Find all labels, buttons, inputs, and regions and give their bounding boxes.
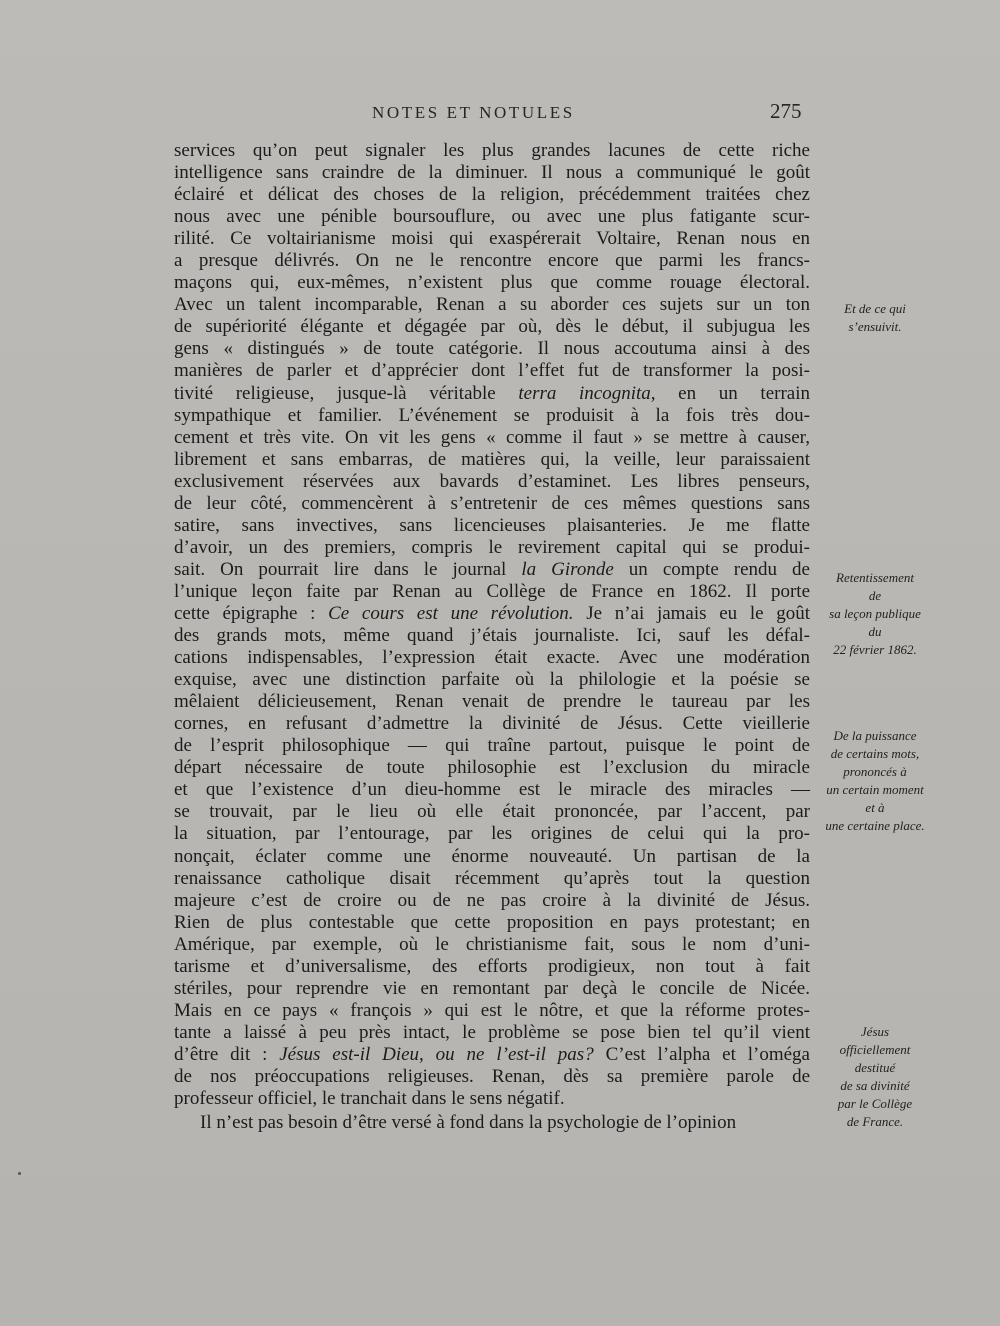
text-line bbox=[174, 515, 810, 537]
text-line bbox=[174, 691, 810, 713]
text-segment: cette épigraphe : bbox=[174, 602, 329, 624]
text-segment: tivité religieuse, jusque-là véritable bbox=[174, 382, 519, 404]
text-segment: rilité. Ce voltairianisme moisi qui exaspérerait Voltaire, Renan nous en bbox=[174, 228, 810, 250]
text-segment: Il n’est pas besoin d’être versé à fond dans la psychologie de l’opinion bbox=[200, 1112, 737, 1134]
text-line bbox=[174, 1022, 810, 1044]
text-line bbox=[174, 360, 810, 382]
text-segment: tarisme et d’universalisme, des efforts prodigieux, non tout à fait bbox=[174, 955, 810, 977]
text-segment: manières de parler et d’apprécier dont l’effet fut de transformer la posi- bbox=[174, 360, 810, 382]
text-segment: nonçait, éclater comme une énorme nouveauté. Un partisan de la bbox=[174, 845, 810, 867]
italic-segment: terra incognita, bbox=[518, 382, 656, 404]
text-segment: et que l’existence d’un dieu-homme est le miracle des miracles — bbox=[174, 779, 810, 801]
text-segment: cations indispensables, l’expression était exacte. Avec une modération bbox=[174, 647, 810, 669]
text-segment: sympathique et familier. L’événement se produisit à la fois très dou- bbox=[174, 404, 810, 426]
text-line bbox=[174, 581, 810, 603]
text-segment: en un terrain bbox=[655, 382, 810, 404]
paper-speck bbox=[18, 1172, 21, 1175]
text-segment: professeur officiel, le tranchait dans le sens négatif. bbox=[174, 1088, 565, 1110]
text-line bbox=[174, 846, 810, 868]
text-segment: Rien de plus contestable que cette proposition en pays protestant; en bbox=[174, 911, 810, 933]
text-line bbox=[174, 890, 810, 912]
text-segment: cement et très vite. On vit les gens « comme il faut » se mettre à causer, bbox=[174, 426, 810, 448]
text-line bbox=[174, 184, 810, 206]
text-segment: d’avoir, un des premiers, compris le revirement capital qui se produi- bbox=[174, 536, 810, 558]
text-line bbox=[174, 206, 810, 228]
text-segment: la situation, par l’entourage, par les origines de celui qui la pro- bbox=[174, 823, 810, 845]
text-segment: gens « distingués » de toute catégorie. Il nous accoutuma ainsi à des bbox=[174, 338, 810, 360]
margin-note-line: 22 février 1862. bbox=[833, 642, 917, 657]
text-line bbox=[174, 162, 810, 184]
text-segment: départ nécessaire de toute philosophie est l’exclusion du miracle bbox=[174, 757, 810, 779]
running-head: NOTES ET NOTULES bbox=[372, 103, 575, 122]
text-segment: satire, sans invectives, sans licencieuses plaisanteries. Je me flatte bbox=[174, 514, 810, 536]
margin-note-line: et à bbox=[865, 800, 885, 815]
text-line bbox=[174, 228, 810, 250]
italic-segment: la Gironde bbox=[521, 558, 614, 580]
text-segment: mêlaient délicieusement, Renan venait de prendre le taureau par les bbox=[174, 691, 810, 713]
text-segment: de supériorité élégante et dégagée par où, dès le début, il subjugua les bbox=[174, 316, 810, 338]
text-segment: d’être dit : bbox=[174, 1043, 280, 1065]
text-segment: services qu’on peut signaler les plus grandes lacunes de cette riche bbox=[174, 140, 810, 161]
margin-note-line: sa leçon publique bbox=[829, 606, 921, 621]
margin-note-line: du bbox=[868, 624, 882, 639]
text-line bbox=[174, 823, 810, 845]
text-segment: tante a laissé à peu près intact, le problème se pose bien tel qu’il vient bbox=[174, 1021, 810, 1043]
text-line bbox=[174, 757, 810, 779]
text-segment: Avec un talent incomparable, Renan a su aborder ces sujets sur un ton bbox=[174, 294, 810, 316]
text-segment: maçons qui, eux-mêmes, n’existent plus que comme rouage électoral. bbox=[174, 272, 810, 294]
page-number: 275 bbox=[770, 99, 802, 123]
text-line bbox=[174, 934, 810, 956]
text-segment: éclairé et délicat des choses de la religion, précédemment traitées chez bbox=[174, 184, 810, 206]
italic-segment: Ce cours est une révolution. bbox=[328, 602, 574, 624]
text-line bbox=[174, 713, 810, 735]
text-line bbox=[174, 338, 810, 360]
text-line bbox=[174, 801, 810, 823]
text-segment: sait. On pourrait lire dans le journal bbox=[174, 558, 522, 580]
text-segment: renaissance catholique disait récemment qu’après tout la question bbox=[174, 867, 810, 889]
margin-note bbox=[812, 300, 938, 336]
margin-note-line: de certains mots, bbox=[830, 746, 920, 761]
text-line bbox=[174, 1112, 810, 1134]
text-segment: Mais en ce pays « françois » qui est le nôtre, et que la réforme protes- bbox=[174, 999, 810, 1021]
text-segment: l’unique leçon faite par Renan au Collège de France en 1862. Il porte bbox=[174, 580, 810, 602]
text-segment: C’est l’alpha et l’oméga bbox=[593, 1043, 810, 1065]
margin-note-line: de bbox=[868, 588, 882, 603]
text-segment: stériles, pour reprendre vie en remontant par deçà le concile de Nicée. bbox=[174, 977, 810, 999]
margin-note-line: de sa divinité bbox=[840, 1078, 910, 1093]
text-line bbox=[174, 978, 810, 1000]
text-line bbox=[174, 405, 810, 427]
text-line bbox=[174, 537, 810, 559]
text-segment: de l’esprit philosophique — qui traîne partout, puisque le point de bbox=[174, 735, 810, 757]
text-segment: majeure c’est de croire ou de ne pas croire à la divinité de Jésus. bbox=[174, 889, 810, 911]
text-line bbox=[174, 316, 810, 338]
margin-note-line: s’ensuivit. bbox=[848, 319, 902, 334]
text-segment: de nos préoccupations religieuses. Renan, dès sa première parole de bbox=[174, 1065, 810, 1087]
text-segment: librement et sans embarras, de matières qui, la veille, leur paraissaient bbox=[174, 448, 810, 470]
body-text bbox=[174, 140, 810, 1134]
text-line bbox=[174, 735, 810, 757]
text-line bbox=[174, 868, 810, 890]
margin-note-line: prononcés à bbox=[843, 764, 907, 779]
text-line bbox=[174, 647, 810, 669]
text-line bbox=[174, 250, 810, 272]
text-line bbox=[174, 471, 810, 493]
text-line bbox=[174, 912, 810, 934]
margin-note-line: Jésus bbox=[860, 1024, 890, 1039]
text-line bbox=[174, 779, 810, 801]
text-line bbox=[174, 625, 810, 647]
text-line bbox=[174, 1066, 810, 1088]
margin-note-line: Et de ce qui bbox=[844, 301, 906, 316]
text-segment: Je n’ai jamais eu le goût bbox=[573, 602, 810, 624]
text-segment: exclusivement réservées aux bavards d’estaminet. Les libres penseurs, bbox=[174, 470, 810, 492]
margin-note-line: officiellement bbox=[839, 1042, 911, 1057]
text-segment: des grands mots, même quand j’étais journaliste. Ici, sauf les défal- bbox=[174, 625, 810, 647]
text-line bbox=[174, 140, 810, 162]
margin-note bbox=[812, 569, 938, 659]
text-segment: a presque délivrés. On ne le rencontre encore que parmi les francs- bbox=[174, 250, 810, 272]
margin-note-line: Retentissement bbox=[836, 570, 914, 585]
text-segment: un compte rendu de bbox=[613, 558, 810, 580]
text-line bbox=[174, 294, 810, 316]
text-line bbox=[174, 1088, 810, 1110]
text-line bbox=[174, 669, 810, 691]
margin-note-line: destitué bbox=[854, 1060, 896, 1075]
margin-note-line: De la puissance bbox=[833, 728, 917, 743]
text-line bbox=[174, 559, 810, 581]
text-segment: cornes, en refusant d’admettre la divinité de Jésus. Cette vieillerie bbox=[174, 713, 810, 735]
margin-note bbox=[812, 1023, 938, 1131]
text-line bbox=[174, 427, 810, 449]
text-segment: intelligence sans craindre de la diminuer. Il nous a communiqué le goût bbox=[174, 162, 810, 184]
text-segment: de leur côté, commencèrent à s’entretenir de ces mêmes questions sans bbox=[174, 492, 810, 514]
margin-note-line: par le Collège bbox=[837, 1096, 913, 1111]
text-line bbox=[174, 1044, 810, 1066]
text-line bbox=[174, 603, 810, 625]
text-line bbox=[174, 956, 810, 978]
margin-note-line: de France. bbox=[846, 1114, 904, 1129]
text-line bbox=[174, 272, 810, 294]
text-segment: exquise, avec une distinction parfaite où la philologie et la poésie se bbox=[174, 669, 810, 691]
margin-note bbox=[812, 727, 938, 835]
text-segment: nous avec une pénible boursouflure, ou avec une plus fatigante scur- bbox=[174, 206, 810, 228]
text-line bbox=[174, 1000, 810, 1022]
italic-segment: Jésus est-il Dieu, ou ne l’est-il pas? bbox=[279, 1043, 594, 1065]
page-header bbox=[0, 99, 1000, 133]
text-line bbox=[174, 449, 810, 471]
text-segment: Amérique, par exemple, où le christianisme fait, sous le nom d’uni- bbox=[174, 933, 810, 955]
margin-note-line: un certain moment bbox=[826, 782, 924, 797]
text-line bbox=[174, 493, 810, 515]
text-segment: se trouvait, par le lieu où elle était prononcée, par l’accent, par bbox=[174, 801, 810, 823]
margin-note-line: une certaine place. bbox=[825, 818, 925, 833]
text-line bbox=[174, 383, 810, 405]
